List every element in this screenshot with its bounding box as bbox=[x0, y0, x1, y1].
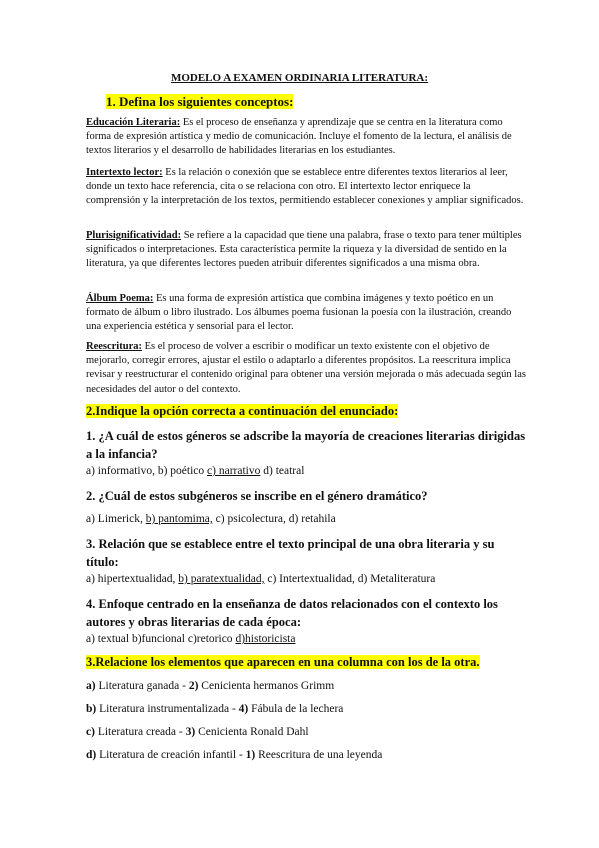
section1-heading bbox=[106, 94, 293, 110]
options-text: c) Intertextualidad, d) Metaliteratura bbox=[264, 573, 436, 585]
relation-right-text: Cenicienta hermanos Grimm bbox=[198, 680, 335, 692]
correct-answer: d)historicista bbox=[235, 633, 296, 645]
document-title: MODELO A EXAMEN ORDINARIA LITERATURA: bbox=[170, 72, 429, 84]
relation-right-label: 2) bbox=[188, 680, 199, 692]
relation-row bbox=[86, 726, 309, 738]
section2-heading-text: 2.Indique la opción correcta a continuación del enunciado: bbox=[86, 404, 399, 418]
definition-term: Álbum Poema: bbox=[86, 293, 154, 304]
relation-left-text: Literatura instrumentalizada - bbox=[96, 703, 239, 715]
section1-heading-text: 1. Defina los siguientes conceptos: bbox=[106, 94, 294, 109]
question-4: 4. Enfoque centrado en la enseñanza de datos relacionados con el contexto los autores y obras literarias de cada época: bbox=[86, 597, 498, 629]
relation-left-text: Literatura de creación infantil - bbox=[96, 749, 246, 761]
definition-text: Es la relación o conexión que se establece entre diferentes textos literarios al leer, donde un texto hace referencia, cita o se relaciona con otro. El intertexto lector enriquece la comprensión y la interpretación de los textos, permitiendo establecer conexiones y ampliar significados. bbox=[86, 167, 524, 207]
relation-left-label: c) bbox=[86, 726, 95, 738]
relation-right-label: 1) bbox=[245, 749, 256, 761]
relation-left-text: Literatura ganada - bbox=[95, 680, 189, 692]
definition-text: Es una forma de expresión artística que combina imágenes y texto poético en un formato de álbum o libro ilustrado. Los álbumes poema fusionan la poesía con la ilustración, creando una experiencia estética y sensorial para el lector. bbox=[86, 293, 512, 333]
options-text: a) informativo, b) poético bbox=[86, 465, 208, 477]
definition-text: Se refiere a la capacidad que tiene una palabra, frase o texto para tener múltiples significados o interpretaciones. Esta característica permite la riqueza y la diversidad de sentido en la literatura, ya que diferentes lectores pueden atribuir diferentes significados a una misma obra. bbox=[86, 230, 522, 270]
definition-educacion-literaria bbox=[86, 116, 526, 159]
relation-right-label: 3) bbox=[185, 726, 196, 738]
definition-term: Plurisignificatividad: bbox=[86, 230, 182, 241]
definition-plurisignificatividad bbox=[86, 229, 526, 272]
definition-term: Educación Literaria: bbox=[86, 117, 181, 128]
section3-heading-text: 3.Relacione los elementos que aparecen en una columna con los de la otra. bbox=[86, 655, 480, 669]
relation-right-text: Fábula de la lechera bbox=[248, 703, 344, 715]
definition-term: Reescritura: bbox=[86, 341, 142, 352]
relation-row bbox=[86, 703, 343, 715]
relation-left-label: a) bbox=[86, 680, 96, 692]
definition-term: Intertexto lector: bbox=[86, 167, 163, 178]
relation-right-text: Reescritura de una leyenda bbox=[255, 749, 383, 761]
relation-left-text: Literatura creada - bbox=[94, 726, 186, 738]
correct-answer: b) pantomima, bbox=[145, 513, 213, 525]
correct-answer: c) narrativo bbox=[207, 465, 261, 477]
correct-answer: b) paratextualidad, bbox=[178, 573, 265, 585]
question-3-options bbox=[86, 573, 435, 585]
question-1-options bbox=[86, 465, 304, 477]
relation-row bbox=[86, 749, 382, 761]
question-3: 3. Relación que se establece entre el texto principal de una obra literaria y su título: bbox=[86, 537, 495, 569]
options-text: c) psicolectura, d) retahila bbox=[212, 513, 336, 525]
relation-right-text: Cenicienta Ronald Dahl bbox=[195, 726, 309, 738]
definition-intertexto-lector bbox=[86, 166, 526, 209]
options-text: a) textual b)funcional c)retorico bbox=[86, 633, 236, 645]
section2-heading bbox=[86, 404, 398, 419]
definition-reescritura bbox=[86, 340, 526, 397]
definition-text: Es el proceso de volver a escribir o modificar un texto existente con el objetivo de mejorarlo, corregir errores, ajustar el estilo o adaptarlo a diferentes propósitos. La reescritura implica revisar y reestructurar el contenido original para obtener una versión mejorada o más adecuada según las necesidades del autor o del contexto. bbox=[86, 341, 526, 395]
relation-row bbox=[86, 680, 334, 692]
question-2-options bbox=[86, 513, 336, 525]
options-text: a) Limerick, bbox=[86, 513, 146, 525]
question-2: 2. ¿Cuál de estos subgéneros se inscribe en el género dramático? bbox=[86, 489, 428, 503]
section3-heading bbox=[86, 655, 480, 670]
relation-right-label: 4) bbox=[238, 703, 249, 715]
question-1: 1. ¿A cuál de estos géneros se adscribe la mayoría de creaciones literarias dirigidas a la infancia? bbox=[86, 429, 526, 461]
definition-text: Es el proceso de enseñanza y aprendizaje que se centra en la literatura como forma de expresión artística y medio de comunicación. Incluye el fomento de la lectura, el análisis de textos literarios y el desarrollo de habilidades literarias en los estudiantes. bbox=[86, 117, 512, 157]
relation-left-label: b) bbox=[86, 703, 97, 715]
options-text: a) hipertextualidad, bbox=[86, 573, 179, 585]
question-4-options bbox=[86, 633, 295, 645]
relation-left-label: d) bbox=[86, 749, 97, 761]
options-text: d) teatral bbox=[260, 465, 305, 477]
definition-album-poema bbox=[86, 292, 526, 335]
